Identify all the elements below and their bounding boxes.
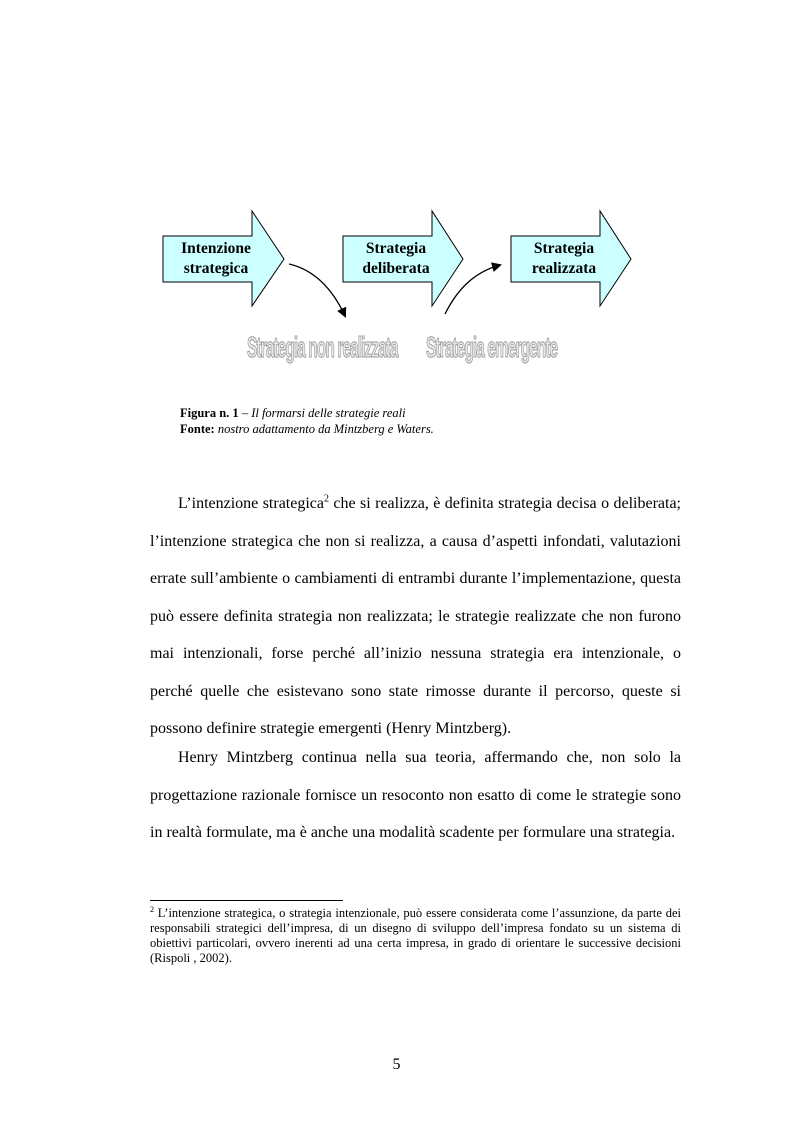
footnote-divider [150,900,343,901]
caption-dash: – [238,406,252,420]
wordart-strategia-non-realizzata: Strategia non realizzata [247,330,398,364]
figure-caption [180,405,700,437]
arrow-label-line2: realizzata [531,260,597,277]
caption-title-line [180,405,700,421]
arrow-strategia-realizzata [511,211,631,306]
wordart-strategia-emergente: Strategia emergente [426,330,558,364]
p1-text-rest: che si realizza, è definita strategia decisa o deliberata; l’intenzione strategica che non si realizza, a causa d’aspetti infondati, valutazioni errate sull’ambiente o cambiamenti di entrambi durante l’implementazione, questa può essere definita strategia non realizzata; le strategie realizzate che non furono mai intenzionali, forse perché all’inizio nessuna strategia era intenzionale, o perché quelle che esistevano sono state rimosse durante il percorso, queste si possono definire strategie emergenti (Henry Mintzberg). [150,495,681,737]
arrow-label-line1: Strategia [533,240,595,257]
footnote [150,906,681,966]
caption-title: Il formarsi delle strategie reali [251,406,406,420]
arrow-label-line1: Intenzione [181,240,251,257]
caption-label: Figura n. 1 [180,406,239,420]
arrow-label-line2: deliberata [362,260,430,277]
arrow-label-line1: Strategia [365,240,427,257]
caption-source-line [180,421,700,437]
caption-source-label: Fonte: [180,422,215,436]
caption-source-text: nostro adattamento da Mintzberg e Waters. [214,422,434,436]
strategy-diagram [0,0,793,420]
arrow-intenzione-strategica [163,211,284,306]
footnote-number: 2 [150,904,154,914]
body-paragraph-2: Henry Mintzberg continua nella sua teoria, affermando che, non solo la progettazione razionale fornisce un resoconto non esatto di come le strategie sono in realtà formulate, ma è anche una modalità scadente per formulare una strategia. [150,749,681,841]
footnote-text: L’intenzione strategica, o strategia intenzionale, può essere considerata come l’assunzione, da parte dei responsabili strategici dell’impresa, di un disegno di sviluppo dell’impresa fondato su un sistema di obiettivi particolari, ovvero inerenti ad una certa impresa, in grado di orientare le successive decisioni (Rispoli , 2002). [150,906,681,965]
arrow-strategia-deliberata [343,211,463,306]
footnote-reference[interactable]: 2 [324,493,329,505]
p1-text-start: L’intenzione strategica [178,495,324,512]
arrow-label-line2: strategica [183,260,249,277]
curved-arrow-down-icon [289,264,345,316]
page-number: 5 [392,1056,401,1073]
body-paragraph-1 [150,485,681,748]
